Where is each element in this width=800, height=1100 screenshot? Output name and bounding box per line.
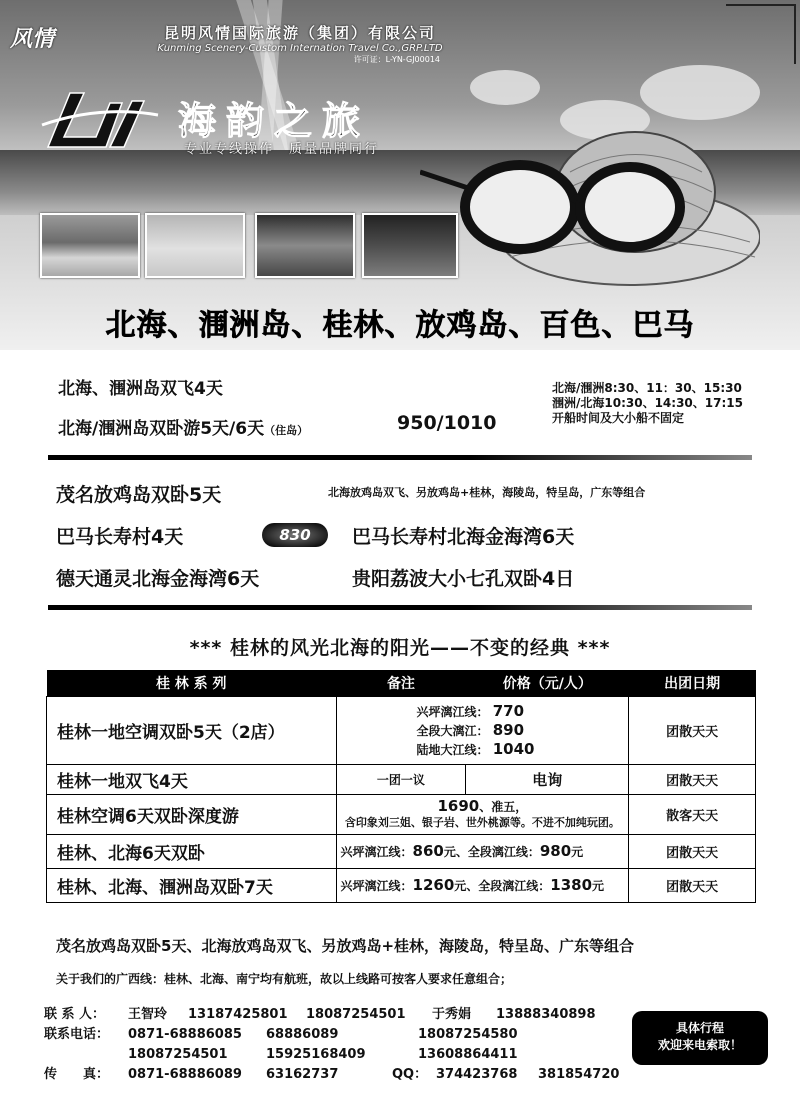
phone-number: 0871-68886085 [128,1027,242,1042]
contact-block [44,1005,634,1085]
price-cell: 电询 [466,764,629,794]
schedule-line: 开船时间及大小船不固定 [552,411,685,425]
table-row [47,868,756,902]
brand-mark-icon [40,85,160,155]
price-value: 1690 [437,796,480,815]
route-maoming: 茂名放鸡岛双卧5天 [56,484,222,506]
header-banner [0,0,800,350]
price-label: 兴坪漓江线： [416,704,489,719]
divider [48,605,752,610]
qq-number: 374423768 [436,1067,518,1082]
divider [48,455,752,460]
phone-number: 13888340898 [496,1007,596,1022]
schedule-line: 涠洲/北海10:30、14:30、17:15 [552,396,743,410]
fax-number: 0871-68886089 [128,1067,242,1082]
contact-person-label: 联 系 人： [44,1007,106,1022]
classic-slogan: *** 桂林的风光北海的阳光——不变的经典 *** [189,637,611,659]
table-header-row [47,670,756,696]
about-guangxi: 关于我们的广西线：桂林、北海、南宁均有航班，故以上线路可按客人要求任意组合； [56,972,513,986]
logo-text: 风情 [10,27,55,52]
note-cell: 一团一议 [336,764,466,794]
departure-date: 散客天天 [629,794,756,834]
column-header: 价格（元/人） [466,670,629,696]
table-row [47,834,756,868]
route-title: 北海/涠洲岛双卧游5天/6天 [58,419,265,439]
beach-photo [145,213,245,278]
company-block [140,22,460,65]
ferry-schedule [552,381,743,426]
route-name: 桂林一地双飞4天 [47,764,337,794]
price-cell [336,794,629,834]
departure-date: 团散天天 [629,764,756,794]
brand-name: 海韵之旅 [178,98,371,143]
price-value: 860 [412,842,444,860]
price-label: 全段大漓江： [416,723,489,738]
price-label: 元、全段漓江线： [443,845,540,859]
phone-number: 68886089 [266,1027,339,1042]
corner-decoration [726,4,796,64]
itinerary-line: 具体行程 [675,1021,724,1035]
fax-number: 63162737 [266,1067,339,1082]
price-suffix: 、准五， [479,799,528,814]
company-name-cn: 昆明风情国际旅游（集团）有限公司 [163,24,436,42]
beach-photo [40,213,140,278]
contact-qq-label: QQ： [392,1067,428,1082]
phone-number: 18087254501 [128,1047,228,1062]
column-header: 备注 [336,670,466,696]
route-name: 桂林一地空调双卧5天（2店） [47,696,337,764]
column-header: 出团日期 [629,670,756,696]
price-detail: 含印象刘三姐、银子岩、世外桃源等。不进不加纯玩团。 [344,815,620,829]
price-label: 兴坪漓江线： [340,845,413,859]
route-name: 桂林空调6天双卧深度游 [47,794,337,834]
sun-hat-sunglasses-illustration [420,112,760,287]
price-value: 770 [492,701,525,720]
price-cell [336,834,629,868]
route-detian: 德天通灵北海金海湾6天 [56,568,260,590]
price-value: 1380 [550,876,593,894]
company-logo [10,22,135,54]
contact-tel-label: 联系电话： [44,1027,110,1042]
contact-person-name: 于秀娟 [432,1007,472,1022]
departure-date: 团散天天 [629,868,756,902]
route-price: 950/1010 [397,412,497,434]
route-name: 桂林、北海6天双卧 [47,834,337,868]
price-cell [336,696,629,764]
price-label: 兴坪漓江线： [340,879,413,893]
price-value: 1040 [492,739,535,758]
departure-date: 团散天天 [629,834,756,868]
phone-number: 13608864411 [418,1047,518,1062]
route-maoming-note: 北海放鸡岛双飞、另放鸡岛+桂林，海陵岛，特呈岛，广东等组合 [328,486,646,499]
phone-number: 18087254580 [418,1027,518,1042]
price-value: 1260 [412,876,455,894]
contact-fax-label: 传 真： [44,1067,110,1082]
price-value: 890 [492,720,525,739]
table-row [47,696,756,764]
route-bama-4day: 巴马长寿村4天 [56,526,184,548]
cloud [470,70,540,105]
phone-number: 13187425801 [188,1007,288,1022]
route-guiyang: 贵阳荔波大小七孔双卧4日 [352,568,575,590]
column-header: 桂 林 系 列 [47,670,337,696]
price-unit: 元 [592,879,605,893]
departure-date: 团散天天 [629,696,756,764]
contact-person-name: 王智玲 [128,1007,168,1022]
price-label: 陆地大江线： [416,742,489,757]
schedule-line: 北海/涠洲8:30、11：30、15:30 [552,381,742,395]
combo-routes: 茂名放鸡岛双卧5天、北海放鸡岛双飞、另放鸡岛+桂林，海陵岛，特呈岛、广东等组合 [56,937,635,955]
route-beihai-weizhou-flight: 北海、涠洲岛双飞4天 [58,379,223,399]
price-cell [336,868,629,902]
qq-number: 381854720 [538,1067,620,1082]
phone-number: 18087254501 [306,1007,406,1022]
price-value: 980 [539,842,572,860]
table-row [47,794,756,834]
itinerary-line: 欢迎来电索取！ [657,1038,742,1052]
phone-number: 15925168409 [266,1047,366,1062]
guilin-price-table [46,670,756,903]
route-name: 桂林、北海、涠洲岛双卧7天 [47,868,337,902]
price-label: 元、全段漓江线： [454,879,551,893]
route-note: （住岛） [264,424,309,437]
price-unit: 元 [571,845,584,859]
company-name-en: Kunming Scenery-Custom Internation Travel Co.,GRP.LTD [157,43,443,54]
route-beihai-weizhou-sleeper [58,414,308,439]
itinerary-callout [632,1011,768,1065]
beach-photo [255,213,355,278]
route-bama-6day: 巴马长寿村北海金海湾6天 [352,526,575,548]
destinations-headline: 北海、涠洲岛、桂林、放鸡岛、百色、巴马 [105,308,695,343]
price-badge: 830 [262,523,328,547]
license-number: 许可证：L-YN-GJ00014 [353,55,440,64]
table-row [47,764,756,794]
brand-slogan: 专业专线操作 质量品牌同行 [184,142,380,157]
